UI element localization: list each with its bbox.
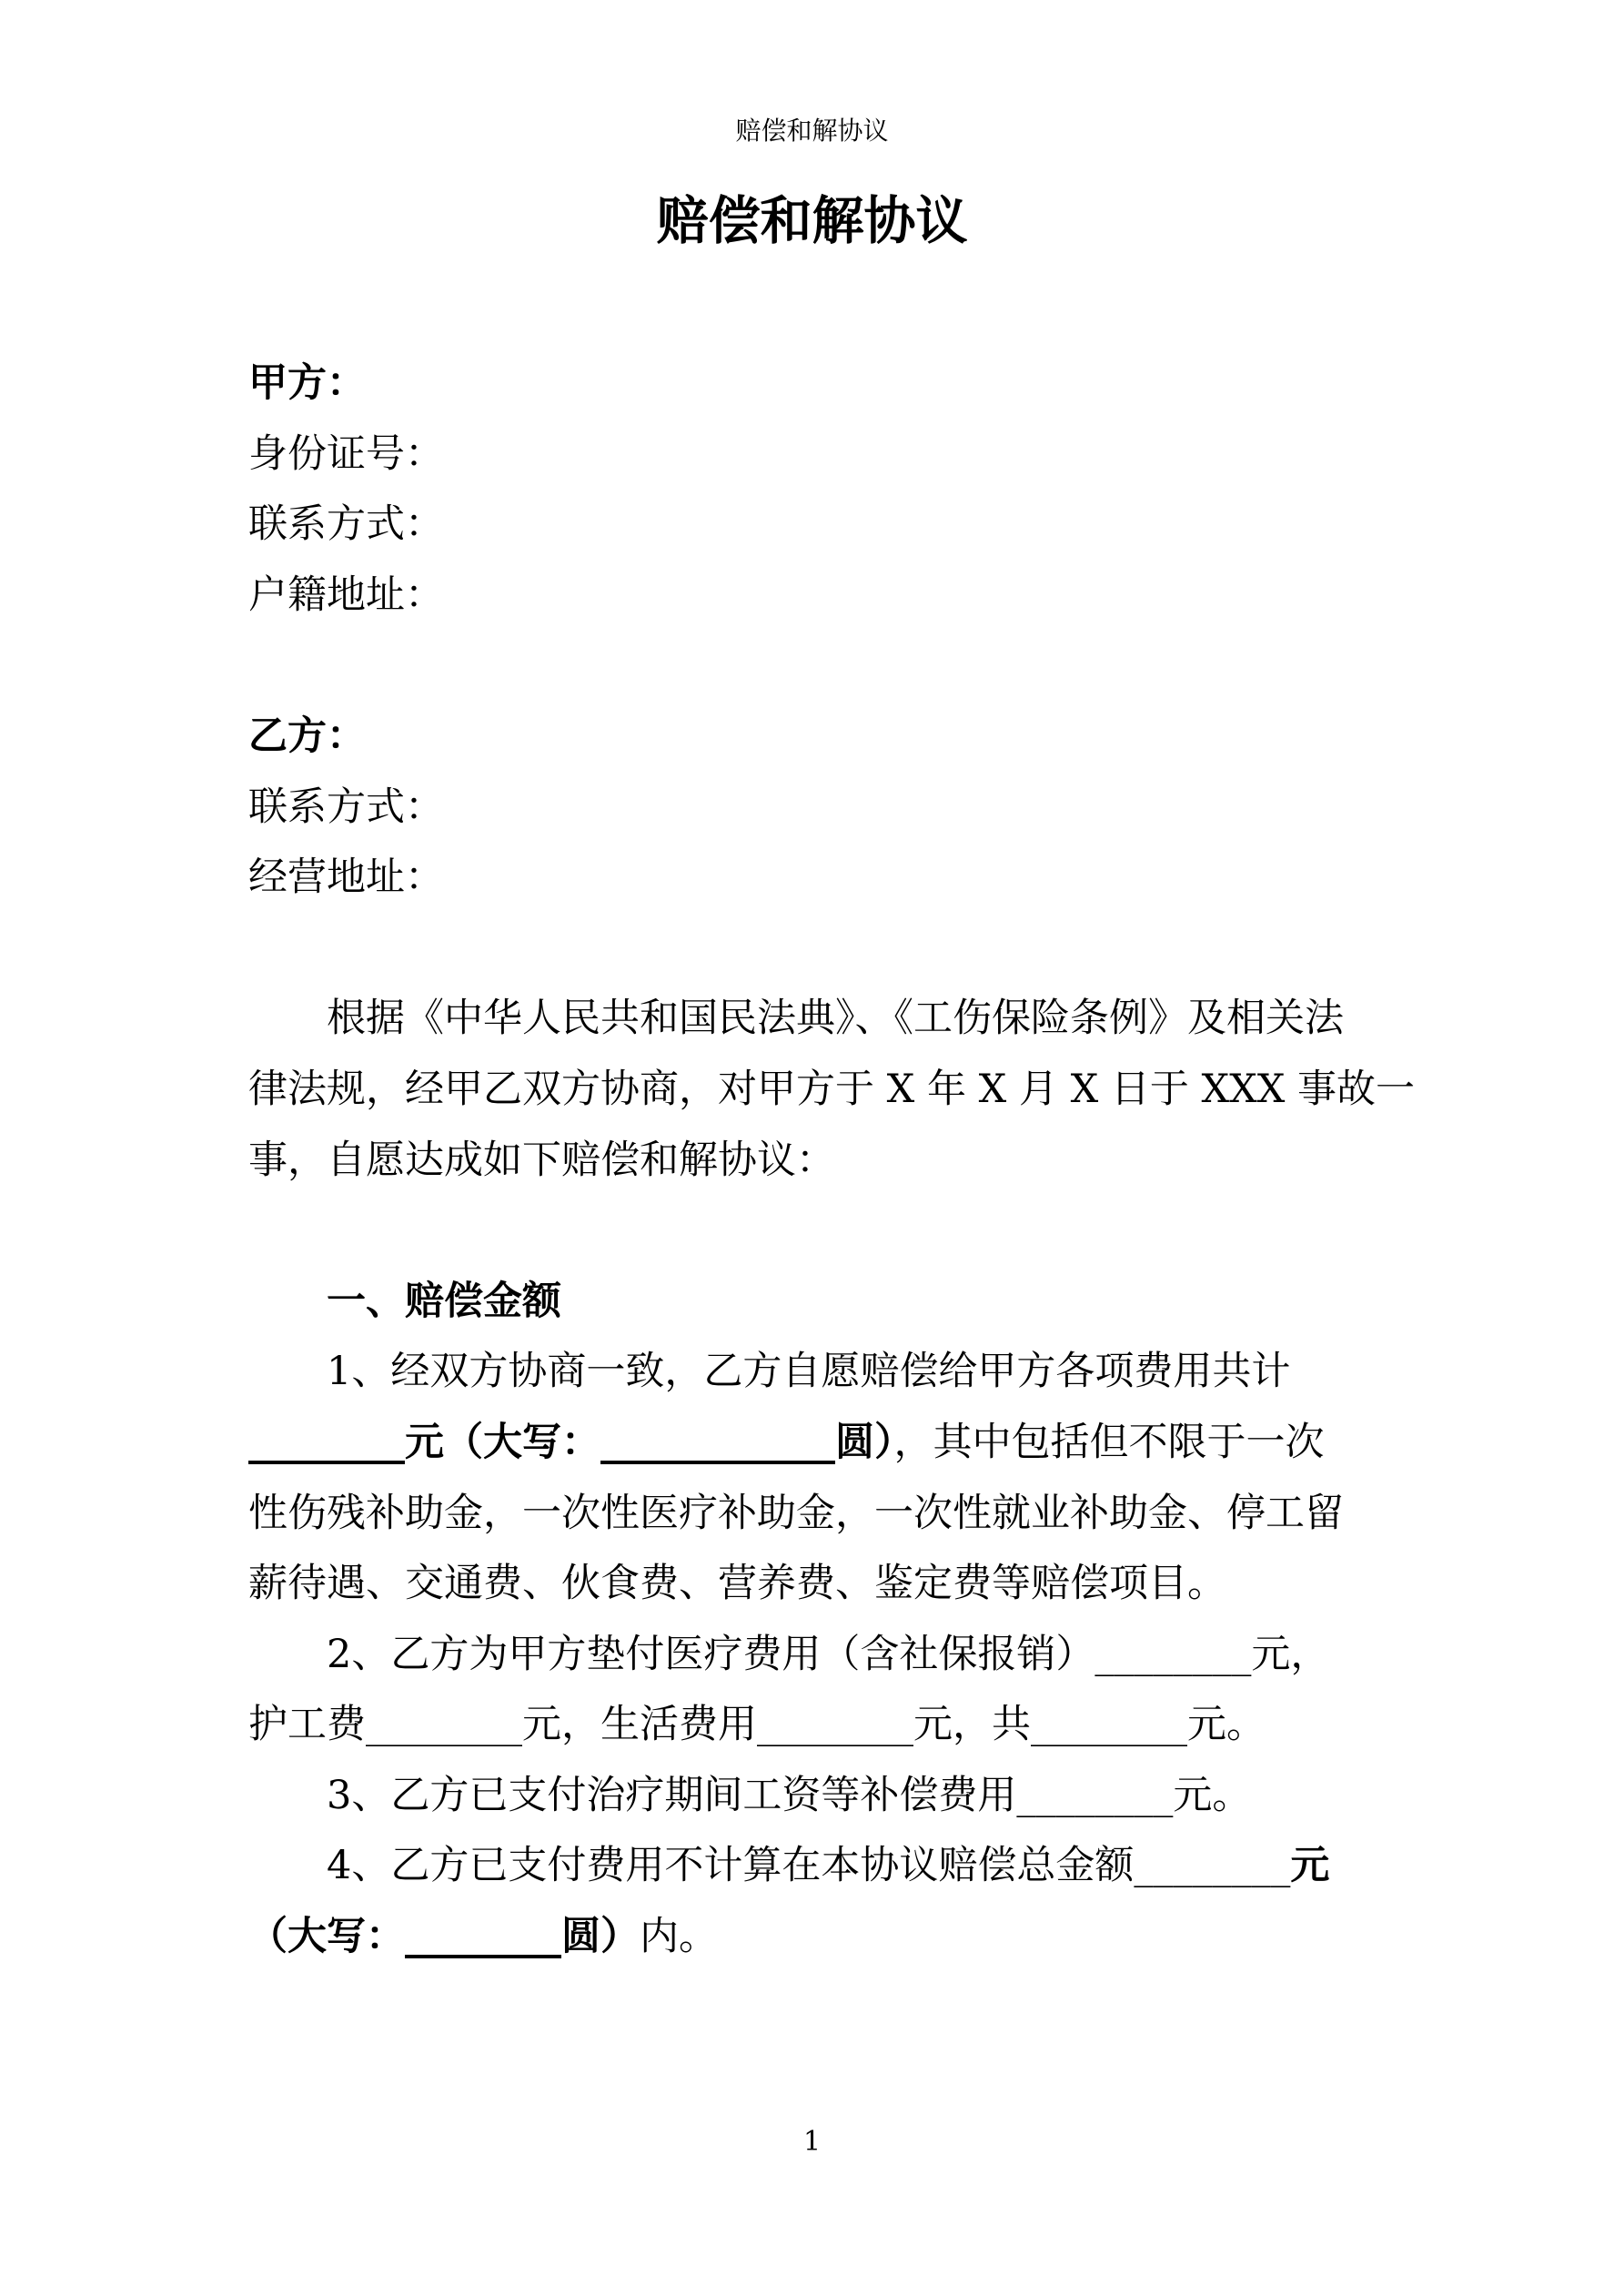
doc-line — [248, 1267, 1377, 1338]
doc-line — [248, 984, 1377, 1055]
doc-line — [248, 1408, 1377, 1479]
doc-line — [248, 1761, 1377, 1832]
page-number: 1 — [802, 2126, 822, 2158]
text-run: 元，生活费用 — [522, 1702, 757, 1748]
text-run: 根据《中华人民共和国民法典》、《工伤保险条例》及相关法 — [327, 996, 1344, 1042]
doc-line — [248, 1620, 1377, 1691]
doc-body — [248, 349, 1416, 1973]
blank-field: ________ — [366, 1702, 522, 1748]
text-run: 联系方式： — [248, 501, 444, 548]
doc-line — [248, 1690, 1377, 1761]
doc-line — [248, 1902, 1377, 1973]
blank-field: ________ — [248, 1419, 405, 1465]
doc-line — [248, 702, 1377, 773]
doc-line — [248, 420, 1377, 491]
text-run: 元。 — [1187, 1702, 1266, 1748]
doc-line — [248, 773, 1377, 844]
text-run: （大写： — [248, 1914, 405, 1960]
text-run: 圆） — [835, 1419, 894, 1465]
doc-line — [248, 1055, 1416, 1126]
text-run: 乙方： — [248, 713, 366, 759]
text-run: 内。 — [640, 1914, 718, 1960]
text-run: 元，共 — [913, 1702, 1031, 1748]
doc-blank-line — [248, 631, 1377, 702]
text-run: 事，自愿达成如下赔偿和解协议： — [248, 1137, 835, 1183]
blank-field: ________ — [405, 1914, 561, 1960]
doc-line — [248, 843, 1377, 914]
text-run: 性伤残补助金，一次性医疗补助金，一次性就业补助金、停工留 — [248, 1490, 1344, 1536]
text-run: 甲方： — [248, 360, 366, 406]
text-run: 4、乙方已支付费用不计算在本协议赔偿总金额 — [327, 1843, 1135, 1889]
doc-line — [248, 490, 1377, 561]
text-run: 圆） — [561, 1914, 640, 1960]
doc-line — [248, 1337, 1377, 1408]
text-run: 元。 — [1173, 1772, 1252, 1818]
text-run: 元 — [1290, 1843, 1330, 1889]
blank-field: ________ — [1031, 1702, 1187, 1748]
doc-line — [248, 1831, 1377, 1902]
text-run: 经营地址： — [248, 855, 444, 901]
blank-field: ________ — [1016, 1772, 1174, 1818]
blank-field: ________ — [1094, 1631, 1252, 1677]
text-run: 律法规，经甲乙双方协商，对甲方于 X 年 X 月 X 日于 XXX 事故一 — [248, 1066, 1416, 1112]
text-run: 身份证号： — [248, 430, 444, 477]
doc-line — [248, 1126, 1377, 1197]
text-run: 一、赔偿金额 — [327, 1278, 561, 1324]
text-run: 联系方式： — [248, 784, 444, 830]
doc-blank-line — [248, 914, 1377, 985]
text-run: 护工费 — [248, 1702, 366, 1748]
doc-line — [248, 1549, 1377, 1620]
doc-line — [248, 1479, 1377, 1550]
text-run: 元， — [1251, 1631, 1330, 1677]
doc-title: 赔偿和解协议 — [656, 190, 968, 251]
doc-line — [248, 561, 1377, 632]
text-run: 薪待遇、交通费、伙食费、营养费、鉴定费等赔偿项目。 — [248, 1561, 1226, 1607]
blank-field: ____________ — [600, 1419, 835, 1465]
blank-field: ________ — [1134, 1843, 1291, 1889]
text-run: 2、乙方为甲方垫付医疗费用（含社保报销） — [327, 1631, 1095, 1677]
page-header-text: 赔偿和解协议 — [735, 116, 889, 146]
text-run: 元（大写： — [405, 1419, 600, 1465]
text-run: ，其中包括但不限于一次 — [893, 1419, 1325, 1465]
doc-blank-line — [248, 1196, 1377, 1267]
text-run: 1、经双方协商一致，乙方自愿赔偿给甲方各项费用共计 — [327, 1349, 1291, 1395]
blank-field: ________ — [757, 1702, 913, 1748]
text-run: 3、乙方已支付治疗期间工资等补偿费用 — [327, 1772, 1017, 1818]
doc-line — [248, 349, 1377, 420]
text-run: 户籍地址： — [248, 571, 444, 618]
